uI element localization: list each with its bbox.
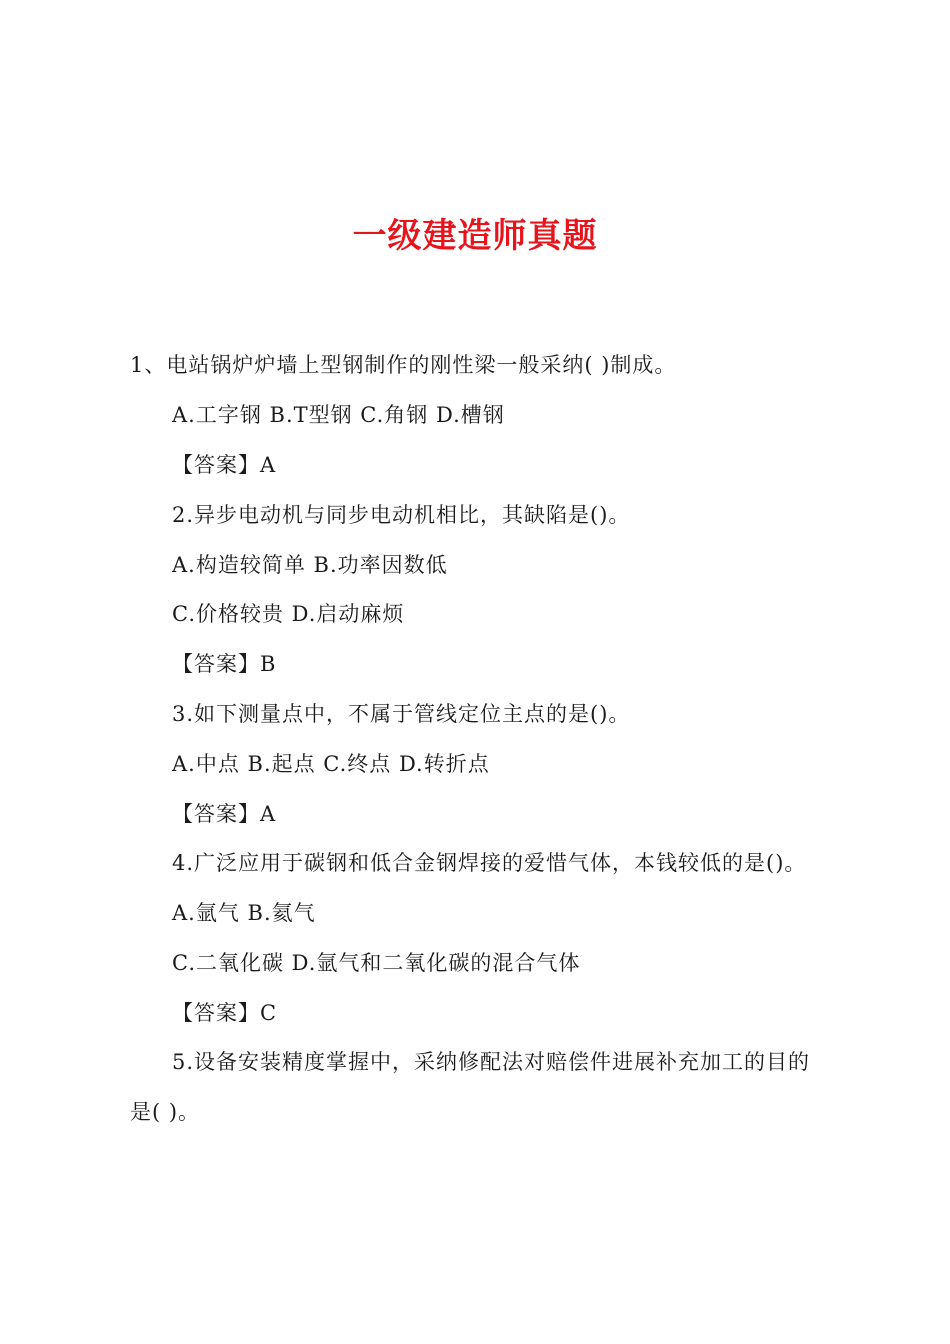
question-4-stem: 4.广泛应用于碳钢和低合金钢焊接的爱惜气体，本钱较低的是()。 [172,851,807,875]
question-1-options: A.工字钢 B.T型钢 C.角钢 D.槽钢 [172,403,505,427]
document-title: 一级建造师真题 [352,216,598,256]
question-1-answer: 【答案】A [172,453,277,477]
question-4-options-line-2: C.二氧化碳 D.氩气和二氧化碳的混合气体 [172,951,581,975]
question-2-stem: 2.异步电动机与同步电动机相比，其缺陷是()。 [172,503,631,527]
question-4-answer: 【答案】C [172,1001,278,1025]
question-3-options: A.中点 B.起点 C.终点 D.转折点 [172,752,490,776]
question-3-stem: 3.如下测量点中，不属于管线定位主点的是()。 [172,702,631,726]
question-5-stem-line-2: 是( )。 [130,1100,201,1124]
question-2-options-line-2: C.价格较贵 D.启动麻烦 [172,602,405,626]
question-2-answer: 【答案】B [172,652,277,676]
question-4-options-line-1: A.氩气 B.氦气 [172,901,316,925]
question-5-stem-line-1: 5.设备安装精度掌握中，采纳修配法对赔偿件进展补充加工的目的 [172,1050,811,1074]
question-1-stem: 1、电站锅炉炉墙上型钢制作的刚性梁一般采纳( )制成。 [130,353,677,377]
question-3-answer: 【答案】A [172,802,277,826]
question-2-options-line-1: A.构造较简单 B.功率因数低 [172,553,448,577]
